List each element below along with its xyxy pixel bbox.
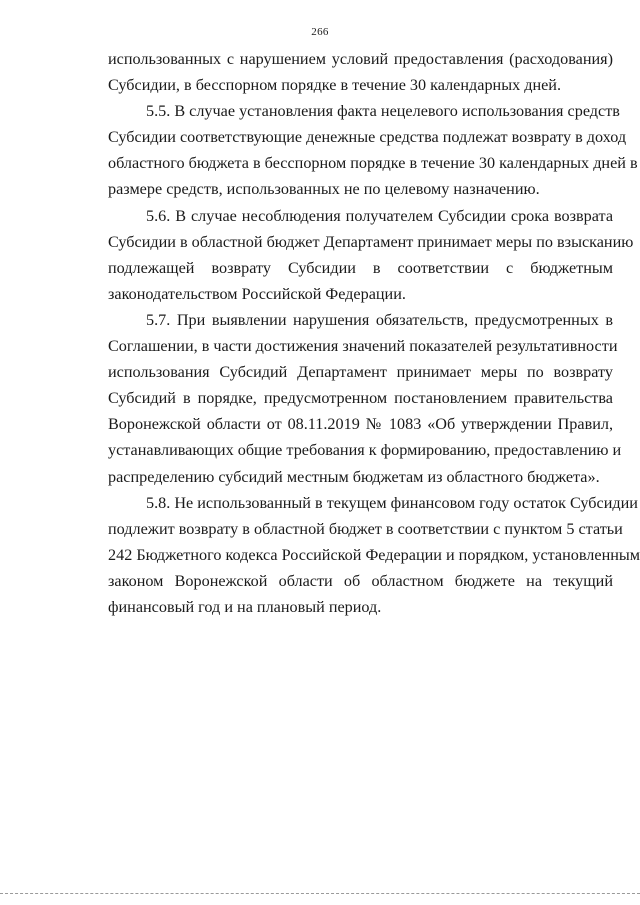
text-line: Воронежской области от 08.11.2019 № 1083 «Об утверждении Правил,	[108, 415, 613, 434]
text-line: Соглашении, в части достижения значений показателей результативности	[108, 337, 618, 356]
text-line: законом Воронежской области об областном бюджете на текущий	[108, 571, 613, 590]
text-line: 242 Бюджетного кодекса Российской Федерации и порядком, установленным	[108, 545, 640, 564]
text-line: 5.6. В случае несоблюдения получателем Субсидии срока возврата	[146, 206, 613, 225]
text-line: Субсидий в порядке, предусмотренном постановлением правительства	[108, 389, 613, 408]
text-line: подлежит возврату в областной бюджет в соответствии с пунктом 5 статьи	[108, 519, 623, 538]
text-line: размере средств, использованных не по целевому назначению.	[108, 180, 540, 199]
page-number: 266	[311, 26, 329, 38]
text-line: 5.8. Не использованный в текущем финансовом году остаток Субсидии	[146, 493, 638, 512]
text-line: использования Субсидий Департамент принимает меры по возврату	[108, 363, 613, 382]
text-line: использованных с нарушением условий предоставления (расходования)	[108, 50, 613, 68]
text-line: финансовый год и на плановый период.	[108, 597, 382, 616]
text-line: областного бюджета в бесспорном порядке в течение 30 календарных дней в	[108, 154, 638, 173]
text-line: Субсидии, в бесспорном порядке в течение 30 календарных дней.	[108, 76, 562, 95]
document-body	[108, 46, 640, 620]
text-line: 5.5. В случае установления факта нецелевого использования средств	[146, 102, 620, 121]
text-line: подлежащей возврату Субсидии в соответствии с бюджетным	[108, 258, 613, 277]
text-line: Субсидии соответствующие денежные средства подлежат возврату в доход	[108, 128, 627, 147]
text-line: устанавливающих общие требования к формированию, предоставлению и	[108, 441, 622, 460]
text-line: законодательством Российской Федерации.	[108, 284, 406, 303]
bottom-rule	[0, 893, 640, 894]
text-line: 5.7. При выявлении нарушения обязательств, предусмотренных в	[146, 310, 613, 329]
text-line: Субсидии в областной бюджет Департамент принимает меры по взысканию	[108, 232, 634, 251]
text-line: распределению субсидий местным бюджетам из областного бюджета».	[108, 467, 600, 486]
